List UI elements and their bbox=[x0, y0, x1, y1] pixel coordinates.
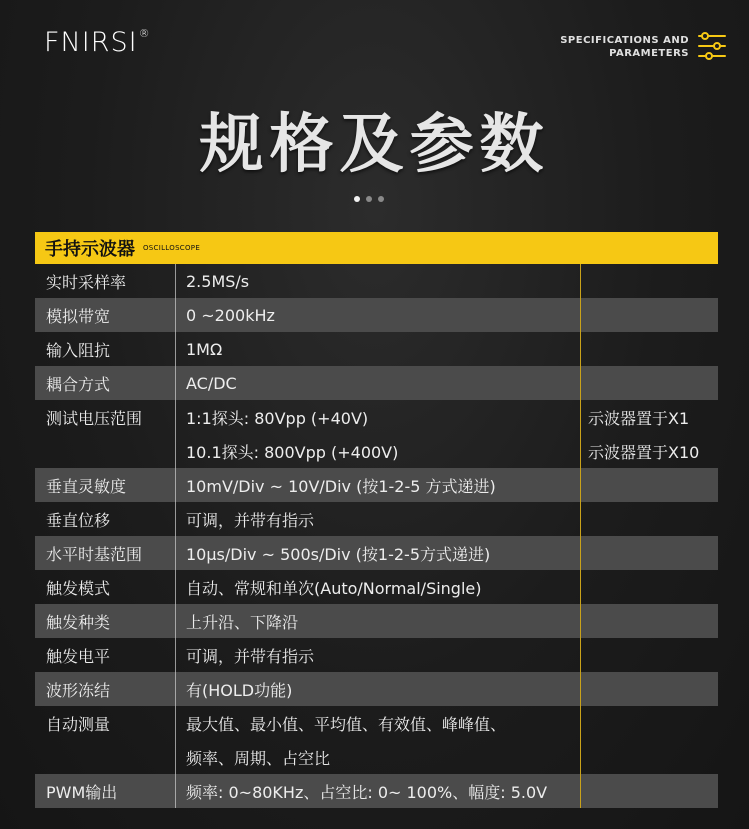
table-row bbox=[35, 706, 718, 740]
registered-mark: ® bbox=[138, 27, 151, 40]
row-note bbox=[580, 740, 718, 774]
row-label: 触发模式 bbox=[46, 578, 111, 598]
row-value: 10mV/Div ~ 10V/Div (按1-2-5 方式递进) bbox=[186, 476, 496, 496]
table-row bbox=[35, 468, 718, 502]
row-value: 1MΩ bbox=[186, 339, 223, 359]
table-body bbox=[35, 264, 718, 808]
table-row bbox=[35, 740, 718, 774]
row-note: 示波器置于X1 bbox=[588, 408, 690, 428]
table-row bbox=[35, 536, 718, 570]
pager-dot[interactable] bbox=[366, 196, 372, 202]
row-note bbox=[580, 672, 718, 706]
row-note bbox=[580, 264, 718, 298]
pager-dot[interactable] bbox=[354, 196, 360, 202]
section-subtitle: OSCILLOSCOPE bbox=[143, 244, 201, 252]
row-value: AC/DC bbox=[186, 373, 237, 393]
row-note bbox=[580, 502, 718, 536]
row-value: 自动、常规和单次(Auto/Normal/Single) bbox=[186, 578, 482, 598]
table-row bbox=[35, 298, 718, 332]
row-note bbox=[580, 366, 718, 400]
spec-header-line2: PARAMETERS bbox=[609, 48, 689, 59]
row-value: 上升沿、下降沿 bbox=[186, 612, 299, 632]
pager-dot[interactable] bbox=[378, 196, 384, 202]
table-row bbox=[35, 502, 718, 536]
row-value: 频率: 0~80KHz、占空比: 0~ 100%、幅度: 5.0V bbox=[186, 782, 548, 802]
row-label: PWM输出 bbox=[46, 782, 118, 802]
table-row bbox=[35, 332, 718, 366]
row-value: 可调，并带有指示 bbox=[186, 646, 315, 666]
row-value: 频率、周期、占空比 bbox=[186, 748, 331, 768]
brand-logo bbox=[44, 27, 151, 58]
table-row bbox=[35, 400, 718, 434]
page-title: 规格及参数 bbox=[199, 107, 550, 182]
column-divider-gold bbox=[580, 264, 581, 808]
sliders-icon bbox=[697, 31, 727, 61]
row-note bbox=[580, 774, 718, 808]
table-row bbox=[35, 434, 718, 468]
row-note bbox=[580, 332, 718, 366]
pager-dots bbox=[354, 196, 384, 202]
row-value: 最大值、最小值、平均值、有效值、峰峰值、 bbox=[186, 714, 507, 734]
row-value: 有(HOLD功能) bbox=[186, 680, 293, 700]
row-label: 输入阻抗 bbox=[46, 340, 111, 360]
section-title: 手持示波器 bbox=[45, 239, 135, 260]
row-value: 2.5MS/s bbox=[186, 271, 250, 291]
table-row bbox=[35, 638, 718, 672]
column-divider bbox=[175, 264, 176, 808]
row-label: 水平时基范围 bbox=[46, 544, 143, 564]
table-row bbox=[35, 604, 718, 638]
row-label: 耦合方式 bbox=[46, 374, 111, 394]
row-note bbox=[580, 570, 718, 604]
row-label bbox=[35, 740, 175, 774]
row-label: 垂直位移 bbox=[46, 510, 111, 530]
row-note bbox=[580, 706, 718, 740]
row-note bbox=[580, 604, 718, 638]
table-row bbox=[35, 570, 718, 604]
row-label: 触发电平 bbox=[46, 646, 111, 666]
row-note bbox=[580, 536, 718, 570]
row-label: 自动测量 bbox=[46, 714, 111, 734]
row-value: 10.1探头: 800Vpp (+400V) bbox=[186, 442, 399, 462]
row-value: 可调，并带有指示 bbox=[186, 510, 315, 530]
section-header bbox=[35, 232, 718, 264]
logo-text: FNIRSI bbox=[44, 27, 138, 58]
spec-header bbox=[560, 34, 689, 60]
spec-table bbox=[35, 232, 718, 808]
row-label bbox=[35, 434, 175, 468]
row-note bbox=[580, 638, 718, 672]
spec-header-line1: SPECIFICATIONS AND bbox=[560, 35, 689, 46]
row-label: 触发种类 bbox=[46, 612, 111, 632]
row-label: 波形冻结 bbox=[46, 680, 111, 700]
row-note: 示波器置于X10 bbox=[588, 442, 700, 462]
table-row bbox=[35, 774, 718, 808]
row-value: 1:1探头: 80Vpp (+40V) bbox=[186, 408, 369, 428]
table-row bbox=[35, 672, 718, 706]
row-note bbox=[580, 298, 718, 332]
table-row bbox=[35, 264, 718, 298]
row-note bbox=[580, 468, 718, 502]
row-label: 模拟带宽 bbox=[46, 306, 111, 326]
row-label: 测试电压范围 bbox=[46, 408, 143, 428]
table-row bbox=[35, 366, 718, 400]
row-value: 0 ~200kHz bbox=[186, 305, 275, 325]
row-value: 10μs/Div ~ 500s/Div (按1-2-5方式递进) bbox=[186, 544, 491, 564]
row-label: 垂直灵敏度 bbox=[46, 476, 127, 496]
row-label: 实时采样率 bbox=[46, 272, 127, 292]
